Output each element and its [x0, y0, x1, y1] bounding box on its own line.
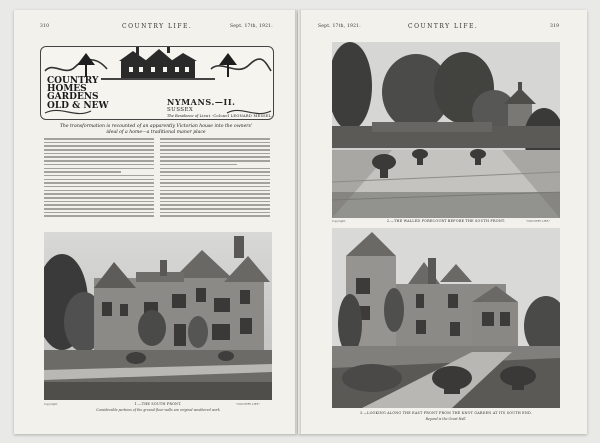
photo-south-front	[44, 232, 272, 400]
series-title-line-4: OLD & NEW	[47, 100, 109, 111]
photo-2-credit: "COUNTRY LIFE."	[526, 220, 551, 223]
photo-walled-forecourt	[332, 42, 560, 218]
article-standfirst: The transformation is recounted of an apparently Victorian house into the owners' ideal of a home—a traditional manor place	[59, 124, 253, 135]
residence-prefix: The Residence of	[167, 114, 199, 118]
residence-owner: Lieut.-Colonel LEONARD MESSEL.	[199, 114, 273, 118]
left-page	[14, 10, 297, 434]
page-number-right: 319	[550, 24, 560, 29]
photo-3-subcaption: Beyond is the Great Hall.	[425, 417, 467, 421]
article-residence	[167, 114, 273, 118]
article-title: NYMANS.—II.	[167, 97, 236, 107]
series-title-line-1: COUNTRY	[47, 76, 99, 86]
forecourt-photo-image	[332, 42, 560, 218]
magazine-spread	[14, 10, 587, 434]
photo-2-caption: 2.—THE WALLED FORECOURT BEFORE THE SOUTH FRONT.	[386, 219, 506, 223]
photo-1-copyright: Copyright.	[44, 403, 58, 406]
running-date-right: Sept. 17th, 1921.	[318, 24, 361, 29]
spread-gutter	[295, 10, 301, 434]
photo-1-subcaption: Considerable portions of the ground floor walls are original weathered work	[96, 408, 220, 412]
body-text-column-1	[44, 138, 154, 225]
east-front-photo-image	[332, 228, 560, 408]
series-masthead	[40, 46, 274, 120]
photo-3-caption: 3.—LOOKING ALONG THE EAST FRONT FROM THE KNOT GARDEN AT ITS SOUTH END.	[359, 411, 533, 415]
series-title-line-2: HOMES	[47, 84, 87, 95]
photo-1-caption: 1.—THE SOUTH FRONT.	[134, 402, 182, 406]
photo-2-copyright: Copyright.	[332, 220, 346, 223]
photo-east-front	[332, 228, 560, 408]
running-title-left: COUNTRY LIFE.	[122, 23, 193, 30]
right-page	[298, 10, 587, 434]
body-text-column-2	[160, 138, 270, 225]
article-county: SUSSEX	[167, 107, 194, 113]
series-title-line-3: GARDENS	[47, 92, 99, 103]
page-number-left: 310	[40, 24, 50, 29]
running-title-right: COUNTRY LIFE.	[408, 23, 479, 30]
body-text-columns	[44, 138, 270, 225]
series-title	[47, 77, 109, 110]
running-date-left: Sept. 17th, 1921.	[230, 24, 273, 29]
photo-1-credit: "COUNTRY LIFE."	[236, 403, 261, 406]
south-front-photo-image	[44, 232, 272, 400]
